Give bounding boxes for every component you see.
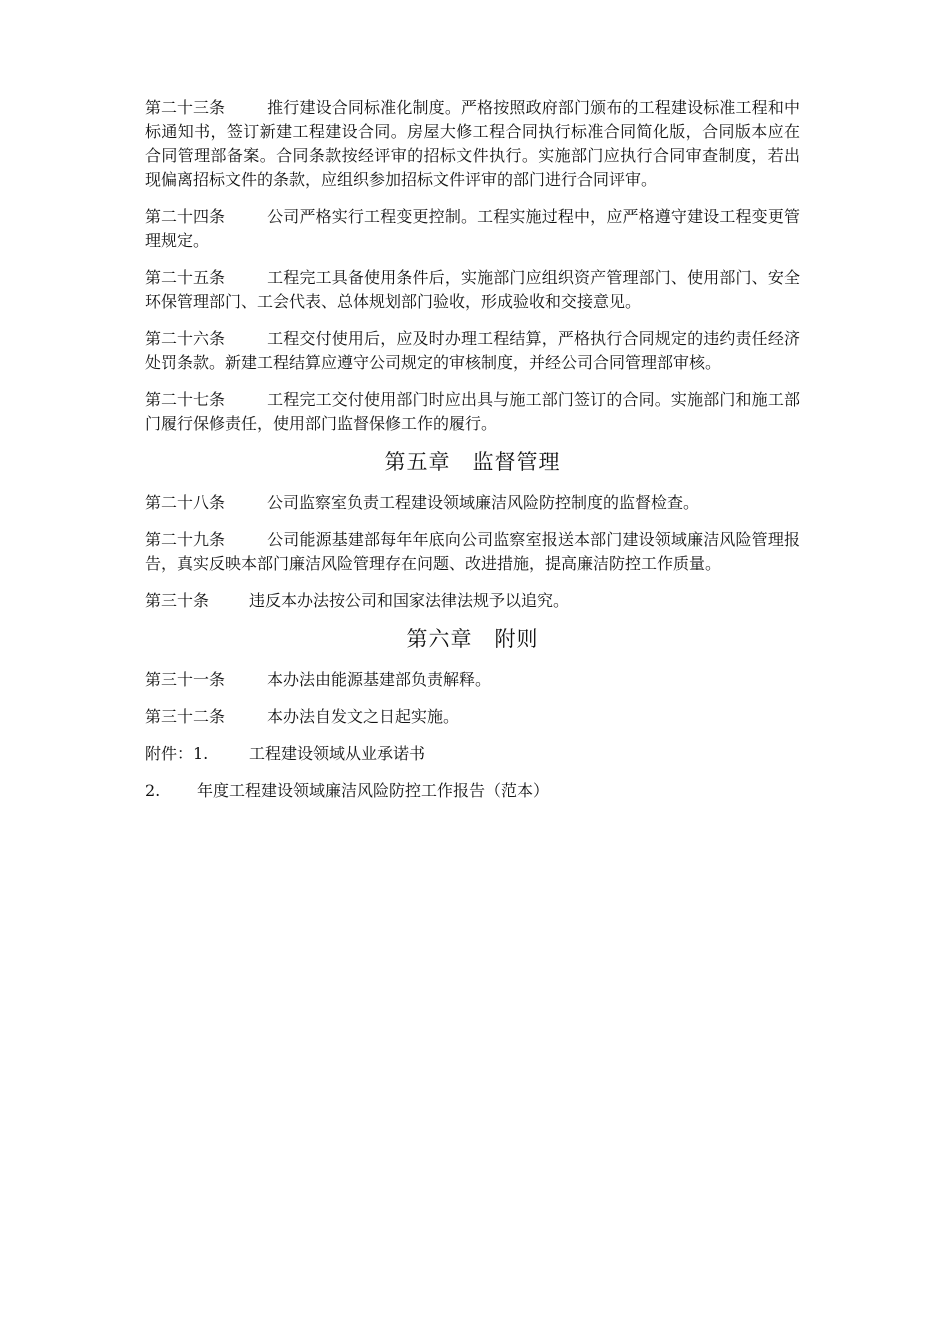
article-number: 第二十四条: [145, 207, 226, 226]
chapter-title: 监督管理: [472, 450, 561, 474]
article-number: 第二十九条: [145, 530, 226, 549]
article-28: [145, 491, 800, 515]
article-text: 工程交付使用后，应及时办理工程结算，严格执行合同规定的违约责任经济处罚条款。新建工程结算应遵守公司规定的审核制度，并经公司合同管理部审核。: [145, 329, 800, 372]
article-text: 本办法自发文之日起实施。: [267, 707, 460, 726]
article-text: 推行建设合同标准化制度。严格按照政府部门颁布的工程建设标准工程和中标通知书，签订新建工程建设合同。房屋大修工程合同执行标准合同简化版，合同版本应在合同管理部备案。合同条款按经评审的招标文件执行。实施部门应执行合同审查制度，若出现偏离招标文件的条款，应组织参加招标文件评审的部门进行合同评审。: [145, 98, 800, 189]
attachment-item: 工程建设领域从业承诺书: [249, 744, 426, 763]
chapter-heading-6: [145, 626, 800, 652]
article-26: [145, 327, 800, 375]
article-number: 第三十条: [145, 591, 210, 610]
article-text: 公司严格实行工程变更控制。工程实施过程中，应严格遵守建设工程变更管理规定。: [145, 207, 800, 250]
chapter-heading-5: [145, 449, 800, 475]
article-27: [145, 388, 800, 436]
attachment-2: [145, 779, 800, 803]
chapter-title: 附则: [494, 627, 539, 651]
attachment-item: 年度工程建设领域廉洁风险防控工作报告（范本）: [197, 781, 550, 800]
article-number: 第二十七条: [145, 390, 226, 409]
attachment-label: 附件：1.: [145, 744, 209, 763]
chapter-number: 第六章: [406, 627, 473, 651]
attachment-1: [145, 742, 800, 766]
article-23: [145, 96, 800, 192]
article-number: 第二十六条: [145, 329, 226, 348]
article-30: [145, 589, 800, 613]
article-29: [145, 528, 800, 576]
attachment-number: 2.: [145, 781, 161, 800]
article-text: 工程完工交付使用部门时应出具与施工部门签订的合同。实施部门和施工部门履行保修责任，使用部门监督保修工作的履行。: [145, 390, 800, 433]
article-number: 第二十五条: [145, 268, 226, 287]
article-24: [145, 205, 800, 253]
article-number: 第三十一条: [145, 670, 226, 689]
document-page: [145, 96, 800, 816]
chapter-number: 第五章: [384, 450, 451, 474]
article-number: 第二十八条: [145, 493, 226, 512]
article-text: 工程完工具备使用条件后，实施部门应组织资产管理部门、使用部门、安全环保管理部门、工会代表、总体规划部门验收，形成验收和交接意见。: [145, 268, 800, 311]
article-text: 违反本办法按公司和国家法律法规予以追究。: [249, 591, 570, 610]
article-number: 第二十三条: [145, 98, 226, 117]
article-31: [145, 668, 800, 692]
article-25: [145, 266, 800, 314]
article-text: 公司监察室负责工程建设领域廉洁风险防控制度的监督检查。: [267, 493, 700, 512]
article-number: 第三十二条: [145, 707, 226, 726]
article-32: [145, 705, 800, 729]
article-text: 本办法由能源基建部负责解释。: [267, 670, 492, 689]
article-text: 公司能源基建部每年年底向公司监察室报送本部门建设领域廉洁风险管理报告，真实反映本部门廉洁风险管理存在问题、改进措施，提高廉洁防控工作质量。: [145, 530, 800, 573]
